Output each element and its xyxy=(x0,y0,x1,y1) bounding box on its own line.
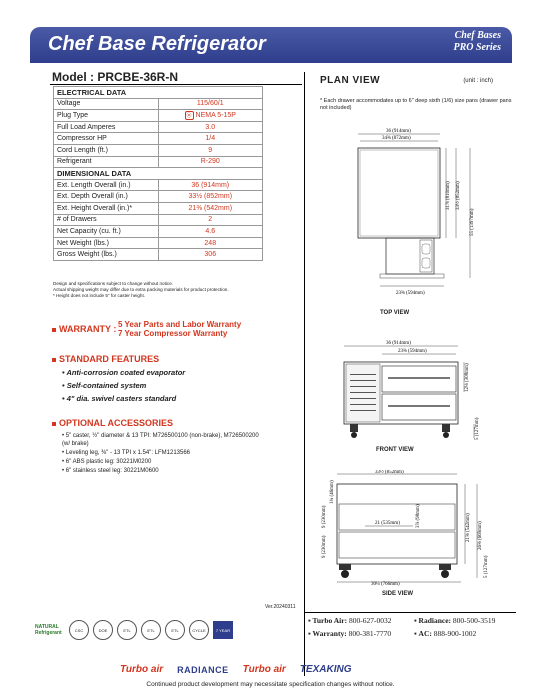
accessories-title-text: OPTIONAL ACCESSORIES xyxy=(59,418,174,428)
dim-side-caster: 5 (127mm) xyxy=(484,555,489,578)
spec-label: Cord Length (ft.) xyxy=(54,144,159,156)
dim-top-inner: 34⅜ (872mm) xyxy=(382,136,411,141)
spec-label: Refrigerant xyxy=(54,156,159,168)
accessory-text: 6" stainless steel leg: 30221M0600 xyxy=(65,468,159,474)
brand-logos xyxy=(120,664,352,675)
spec-value: 115/60/1 xyxy=(158,98,263,110)
divider xyxy=(50,84,302,85)
contact-label: Radiance: xyxy=(418,616,452,625)
radiance-logo: RADIANCE xyxy=(177,664,229,675)
feature-text: 4" dia. swivel casters standard xyxy=(66,394,177,403)
dim-top-bottom: 23⅜ (594mm) xyxy=(396,291,425,296)
csc-logo: CSC xyxy=(69,620,89,640)
contacts-divider xyxy=(304,612,516,613)
contact-label: Warranty: xyxy=(312,629,347,638)
warranty-text xyxy=(118,320,241,338)
front-view-label: FRONT VIEW xyxy=(376,447,414,453)
note-line: Actual shipping weight may differ due to extra packing materials for product protection. xyxy=(53,287,229,292)
spec-label: Ext. Height Overall (in.)* xyxy=(54,202,159,214)
spec-label: Gross Weight (lbs.) xyxy=(54,249,159,261)
dim-top-h2: 33½ (852mm) xyxy=(456,181,461,210)
spec-label: Ext. Depth Overall (in.) xyxy=(54,191,159,203)
spec-label: Net Capacity (cu. ft.) xyxy=(54,226,159,238)
warranty-line: 7 Year Compressor Warranty xyxy=(118,329,228,338)
etl-logo: ETL xyxy=(117,620,137,640)
etl-sanitation-logo: ETL xyxy=(141,620,161,640)
dim-side-inner: 21 (535mm) xyxy=(375,521,400,526)
spec-value: 4.6 xyxy=(158,226,263,238)
warranty-title-text: WARRANTY : xyxy=(59,324,117,334)
dimensional-heading: DIMENSIONAL DATA xyxy=(54,168,263,180)
dim-front-h2: 5 (127mm) xyxy=(475,417,480,440)
contact-label: Turbo Air: xyxy=(312,616,348,625)
contact-phone: 888-900-1002 xyxy=(433,629,477,638)
accessory-item: • 5" caster, ½" diameter & 13 TPI: M726500100 (non-brake), M726500200 (w/ brake) xyxy=(62,433,259,447)
spec-value xyxy=(158,110,263,122)
dim-front-inner: 23⅜ (594mm) xyxy=(398,349,427,354)
top-view-drawing xyxy=(340,128,490,300)
spec-value: 248 xyxy=(158,237,263,249)
dim-side-bottom: 30¼ (766mm) xyxy=(371,582,400,586)
spec-label: Ext. Length Overall (in.) xyxy=(54,179,159,191)
spec-value: 33½ (852mm) xyxy=(158,191,263,203)
cycle-logo: CYCLE xyxy=(189,620,209,640)
side-view-drawing xyxy=(315,470,500,586)
dim-top-h1: 31⅞ (810mm) xyxy=(446,181,451,210)
accessories-title xyxy=(52,418,173,428)
feature-text: Anti-corrosion coated evaporator xyxy=(66,368,186,377)
plan-unit: (unit : inch) xyxy=(463,78,493,84)
spec-value: 3.0 xyxy=(158,121,263,133)
accessory-item: • 6" stainless steel leg: 30221M0600 xyxy=(62,468,159,474)
spec-value: 1/4 xyxy=(158,133,263,145)
plan-note: * Each drawer accommodates up to 6" deep sixth (1/6) size pans (drawer pans not included) xyxy=(320,98,512,111)
accessory-text: Leveling leg, ⅜" - 13 TPI x 1.54": LFM1213566 xyxy=(65,450,191,456)
contact-phone: 800-381-7770 xyxy=(348,629,392,638)
spec-table xyxy=(53,86,263,261)
contact-radiance: ▪ Radiance: 800-500-3519 xyxy=(414,616,496,625)
spec-value: 36 (914mm) xyxy=(158,179,263,191)
accessory-item: • 6" ABS plastic leg: 30221M0200 xyxy=(62,459,152,465)
spec-label: Net Weight (lbs.) xyxy=(54,237,159,249)
note-line: Design and specifications subject to change without notice. xyxy=(53,281,174,286)
feature-text: Self-contained system xyxy=(66,381,147,390)
spec-label: Plug Type xyxy=(54,110,159,122)
series-line2: PRO Series xyxy=(453,42,501,53)
dim-top-width: 36 (914mm) xyxy=(386,129,411,134)
turbo-air-logo: Turbo air xyxy=(120,664,164,675)
etl-listed-logo: ETL xyxy=(165,620,185,640)
doe-logo: DOE xyxy=(93,620,113,640)
features-title xyxy=(52,354,159,364)
bullet-icon xyxy=(52,358,56,362)
series-line1: Chef Bases xyxy=(454,30,501,41)
footer-note: Continued product development may necessitate specification changes without notice. xyxy=(146,681,395,688)
feature-item: • 4" dia. swivel casters standard xyxy=(62,394,177,403)
spec-label: Compressor HP xyxy=(54,133,159,145)
plan-view-title: PLAN VIEW xyxy=(320,75,381,86)
spec-label: # of Drawers xyxy=(54,214,159,226)
plug-type-value: NEMA 5-15P xyxy=(195,111,236,119)
feature-item: • Self-contained system xyxy=(62,381,147,390)
feature-item: • Anti-corrosion coated evaporator xyxy=(62,368,186,377)
spec-label: Full Load Amperes xyxy=(54,121,159,133)
top-view-label: TOP VIEW xyxy=(380,310,410,316)
vertical-divider xyxy=(304,72,305,676)
features-list xyxy=(62,366,185,405)
version-label: Ver.20240311 xyxy=(265,604,296,610)
spec-value: 306 xyxy=(158,249,263,261)
spec-notes xyxy=(53,281,229,299)
side-view-label: SIDE VIEW xyxy=(382,591,414,597)
contact-phone: 800-500-3519 xyxy=(452,616,496,625)
plug-icon: ⦿ xyxy=(186,112,192,119)
turbo-air-logo-2: Turbo air xyxy=(242,664,286,675)
accessory-text: 5" caster, ½" diameter & 13 TPI: M726500100 (non-brake), M726500200 (w/ brake) xyxy=(62,433,259,447)
contact-phone: 800-627-0032 xyxy=(348,616,392,625)
accessories-list xyxy=(62,432,262,476)
model-number: Model : PRCBE-36R-N xyxy=(52,70,179,84)
page-title: Chef Base Refrigerator xyxy=(48,33,266,55)
series-label xyxy=(454,30,502,54)
spec-value: R-290 xyxy=(158,156,263,168)
contact-ac: ▪ AC: 888-900-1002 xyxy=(414,629,477,638)
contact-turbo: ▪ Turbo Air: 800-627-0032 xyxy=(308,616,392,625)
texaking-logo: TEXAKING xyxy=(299,664,352,675)
bullet-icon xyxy=(52,422,56,426)
dim-front-h1: 12⅛ (308mm) xyxy=(465,363,470,392)
warranty-title xyxy=(52,324,116,334)
spec-label: Voltage xyxy=(54,98,159,110)
warranty-line: 5 Year Parts and Labor Warranty xyxy=(118,320,242,329)
spec-value: 9 xyxy=(158,144,263,156)
contact-warranty: ▪ Warranty: 800-381-7770 xyxy=(308,629,392,638)
dim-side-s: 3⅞ (98mm) xyxy=(416,504,421,528)
accessory-item: • Leveling leg, ⅜" - 13 TPI x 1.54": LFM1213566 xyxy=(62,450,191,456)
bullet-icon xyxy=(52,328,56,332)
accessory-text: 6" ABS plastic leg: 30221M0200 xyxy=(65,459,152,465)
features-title-text: STANDARD FEATURES xyxy=(59,354,160,364)
dim-top-total: 55 (1397mm) xyxy=(470,208,475,236)
spec-value: 21⅜ (542mm) xyxy=(158,202,263,214)
contact-info xyxy=(308,614,520,640)
natural-refrigerant-logo: NATURAL Refrigerant xyxy=(35,624,62,636)
certifications xyxy=(35,620,233,640)
dim-side-width: 33½ (852mm) xyxy=(375,470,404,475)
front-view-drawing xyxy=(330,340,490,444)
dim-side-d1: 9 (230mm) xyxy=(322,505,327,528)
spec-value: 2 xyxy=(158,214,263,226)
dim-side-h2: 26⅜ (669mm) xyxy=(478,521,483,550)
electrical-heading: ELECTRICAL DATA xyxy=(54,87,263,99)
dim-side-h: 21⅜ (542mm) xyxy=(466,513,471,542)
note-line: * Height does not include 5" for caster height. xyxy=(53,293,146,298)
dim-front-width: 36 (914mm) xyxy=(386,341,411,346)
dim-side-top: 1¾ (46mm) xyxy=(330,480,335,504)
seven-year-logo: 7 YEAR xyxy=(213,621,233,639)
contact-label: AC: xyxy=(418,629,432,638)
dim-side-d2: 9 (230mm) xyxy=(322,535,327,558)
